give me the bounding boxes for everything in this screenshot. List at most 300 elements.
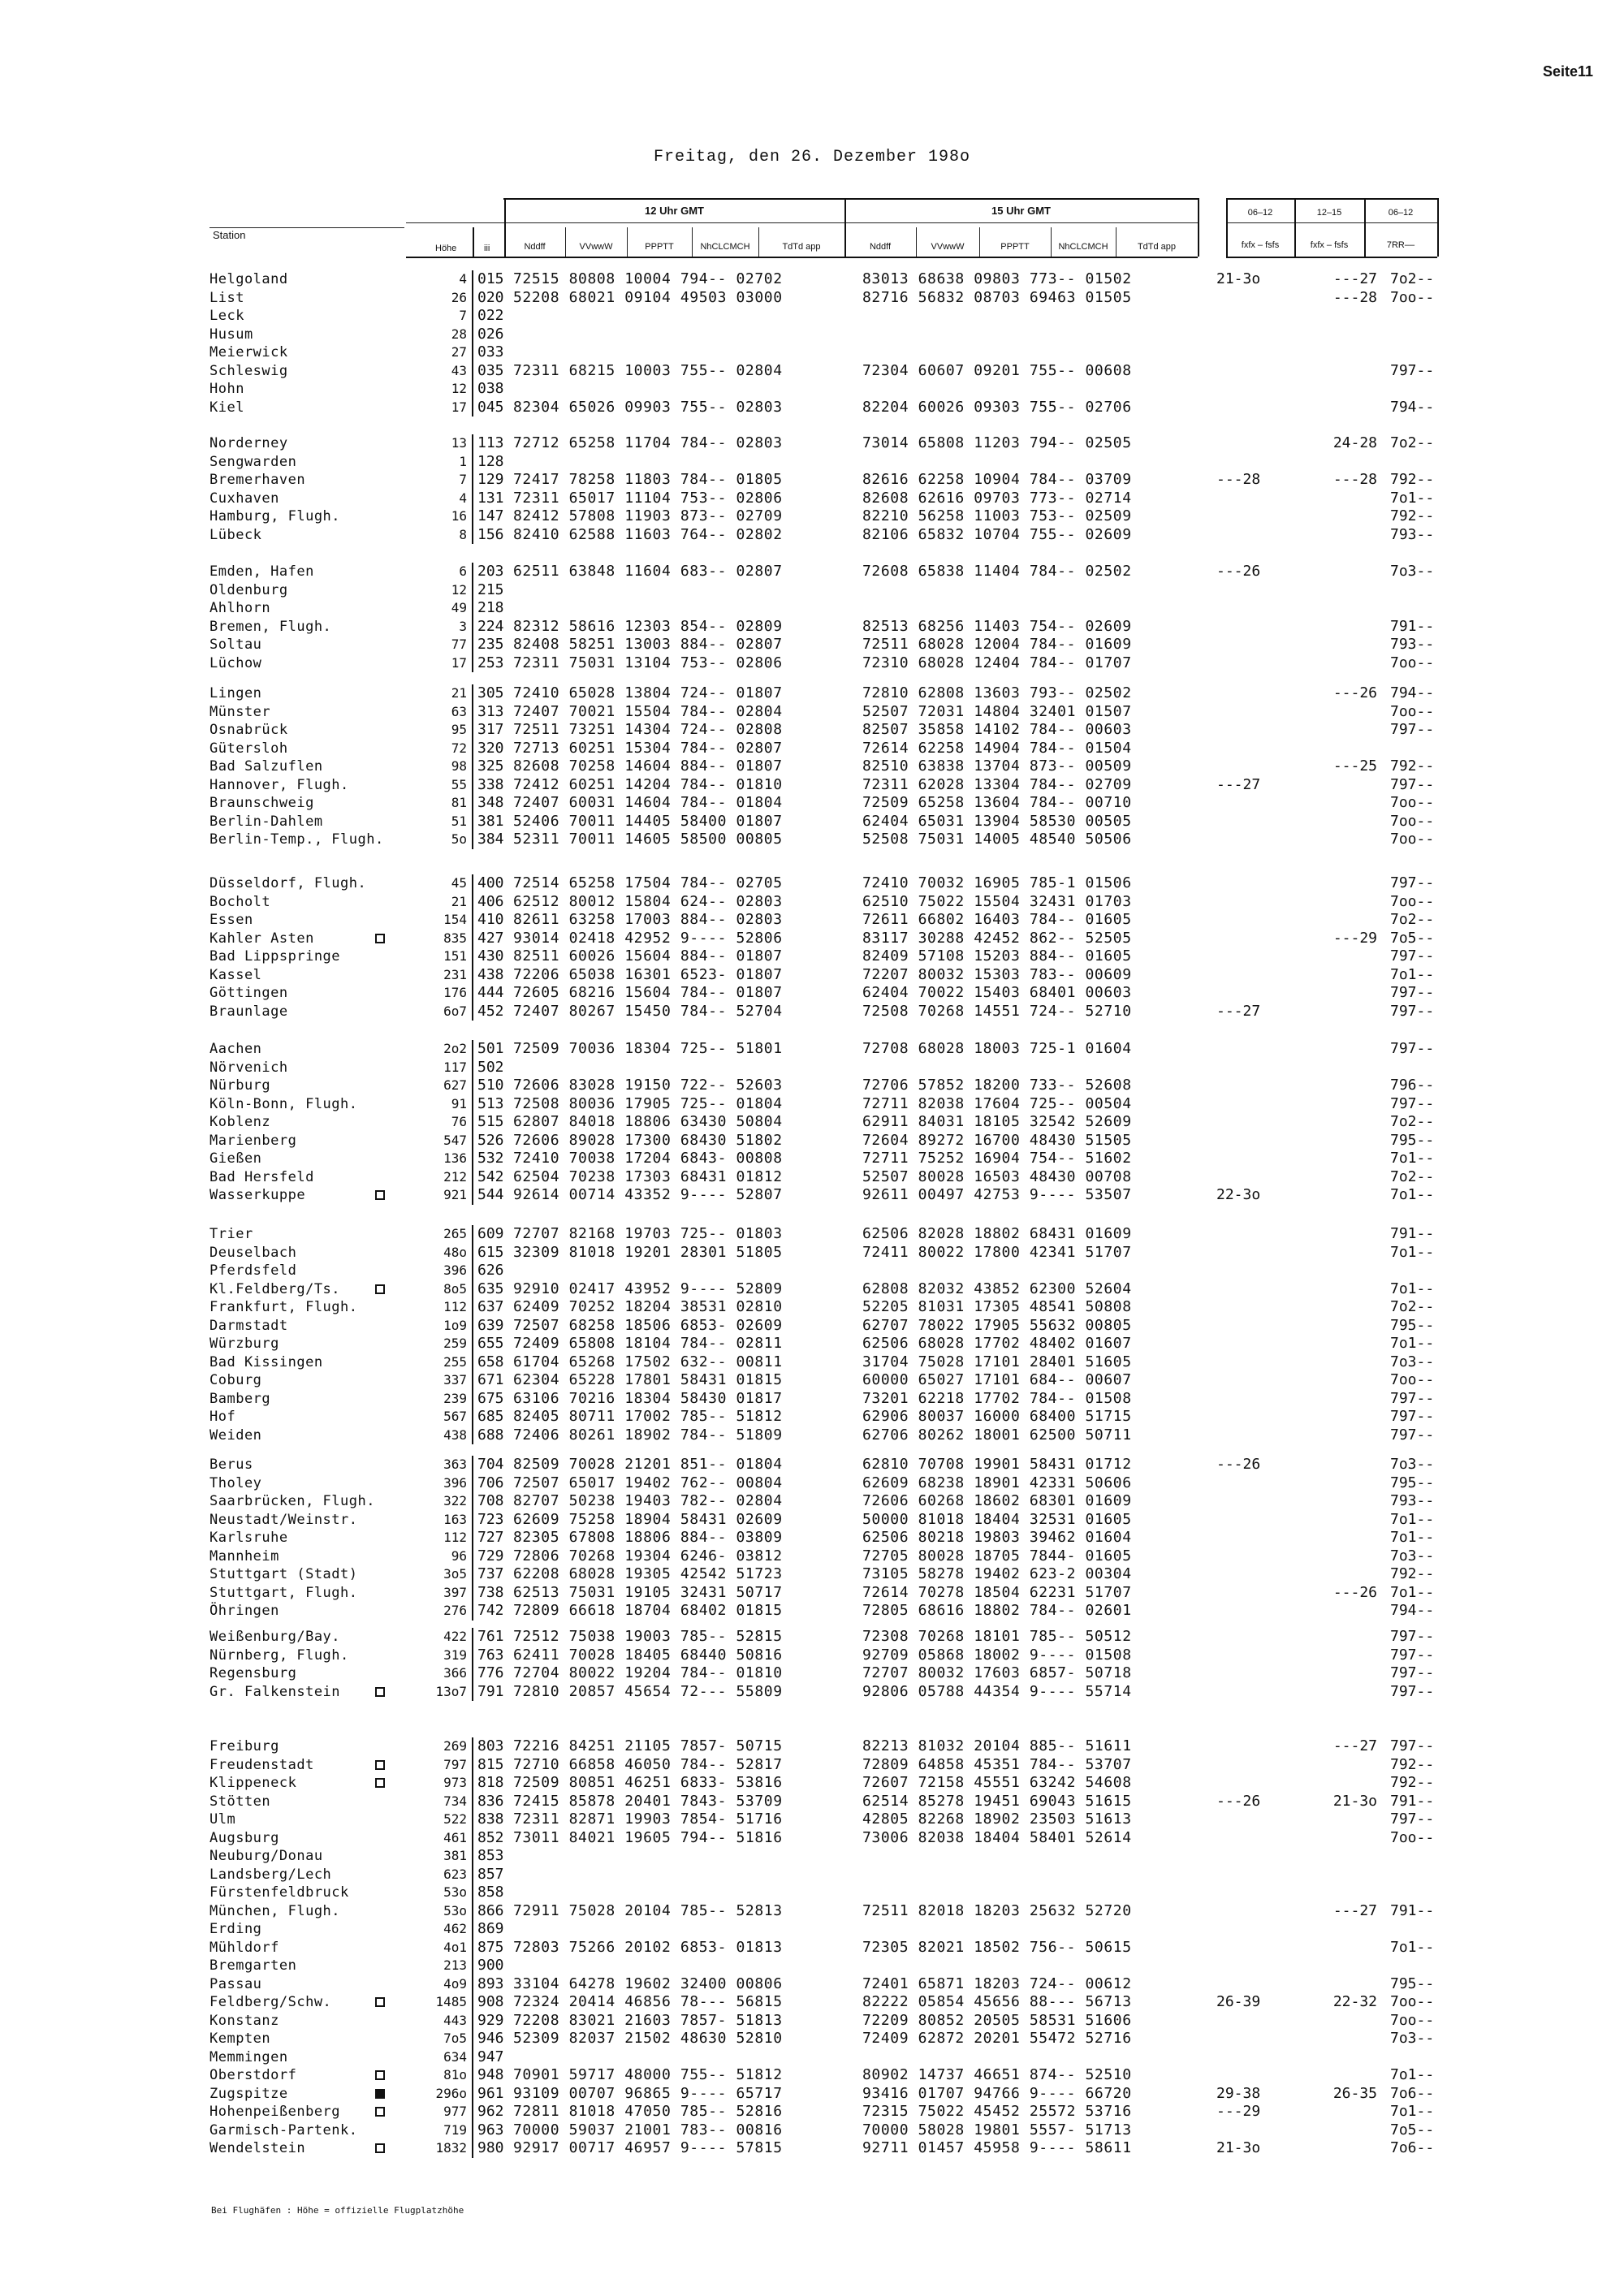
station-height: 462 xyxy=(443,1921,467,1936)
sub15-ppptt: PPPTT xyxy=(1000,242,1030,252)
station-id: 325 xyxy=(477,757,504,775)
extra-06-12: ---27 xyxy=(1216,775,1261,793)
obs-12-utc: 62504 70238 17303 68431 01812 xyxy=(513,1167,783,1185)
station-height: 43 xyxy=(451,362,467,378)
obs-12-utc: 72707 82168 19703 725-- 01803 xyxy=(513,1225,783,1242)
extra-7rr: 7oo-- xyxy=(1390,1993,1435,2010)
station-name: Hannover, Flugh. xyxy=(209,776,349,793)
station-height: 3o5 xyxy=(443,1566,467,1582)
obs-15-utc: 92709 05868 18002 9---- 01508 xyxy=(862,1646,1132,1664)
station-name: Lüchow xyxy=(209,654,262,671)
station-id: 156 xyxy=(477,525,504,543)
station-name: Klippeneck xyxy=(209,1775,297,1791)
obs-12-utc: 72911 75028 20104 785-- 52813 xyxy=(513,1901,783,1919)
station-name: Hohenpeißenberg xyxy=(209,2104,341,2120)
extra-7rr: 7oo-- xyxy=(1390,1828,1435,1846)
sub15-dewpoint: TdTd app xyxy=(1137,242,1177,252)
station-id: 688 xyxy=(477,1426,504,1444)
station-height: 296o xyxy=(435,2085,467,2101)
table-row xyxy=(0,1262,1624,1280)
extra-06-12: ---26 xyxy=(1216,1456,1261,1473)
station-name: Coburg xyxy=(209,1372,262,1388)
station-height: 13o7 xyxy=(435,1683,467,1699)
station-name: Bad Hersfeld xyxy=(209,1168,314,1185)
station-id: 637 xyxy=(477,1298,504,1315)
table-row xyxy=(0,893,1624,912)
table-row xyxy=(0,654,1624,673)
obs-15-utc: 72706 57852 18200 733-- 52608 xyxy=(862,1077,1132,1094)
obs-12-utc: 72406 80261 18902 784-- 51809 xyxy=(513,1426,783,1444)
table-row xyxy=(0,721,1624,740)
station-id: 948 xyxy=(477,2066,504,2083)
obs-15-utc: 72608 65838 11404 784-- 02502 xyxy=(862,563,1132,580)
extra-7rr: 7oo-- xyxy=(1390,892,1435,910)
obs-15-utc: 62404 65031 13904 58530 00505 xyxy=(862,812,1132,830)
obs-15-utc: 52508 75031 14005 48540 50506 xyxy=(862,831,1132,848)
obs-12-utc: 73011 84021 19605 794-- 51816 xyxy=(513,1828,783,1846)
extra-7rr: 797-- xyxy=(1390,1646,1435,1664)
extra-7rr: 7oo-- xyxy=(1390,794,1435,811)
obs-12-utc: 70000 59037 21001 783-- 00816 xyxy=(513,2121,783,2138)
extra-7rr: 7o5-- xyxy=(1390,929,1435,947)
square-icon xyxy=(375,1760,385,1770)
station-height: 337 xyxy=(443,1372,467,1388)
extra-sub-3: 7RR–– xyxy=(1386,240,1415,250)
station-height: 547 xyxy=(443,1132,467,1148)
obs-12-utc: 82412 57808 11903 873-- 02709 xyxy=(513,507,783,524)
obs-12-utc: 33104 64278 19602 32400 00806 xyxy=(513,1974,783,1992)
obs-15-utc: 82409 57108 15203 884-- 01605 xyxy=(862,947,1132,965)
table-row xyxy=(0,1664,1624,1683)
obs-12-utc: 52311 70011 14605 58500 00805 xyxy=(513,831,783,848)
station-id: 838 xyxy=(477,1810,504,1828)
station-name: Gütersloh xyxy=(209,740,288,757)
extra-7rr: 7o1-- xyxy=(1390,1150,1435,1167)
station-id: 320 xyxy=(477,739,504,757)
station-name: Koblenz xyxy=(209,1114,271,1130)
table-row xyxy=(0,434,1624,453)
station-name: Bad Kissingen xyxy=(209,1353,323,1370)
obs-12-utc: 82611 63258 17003 884-- 02803 xyxy=(513,911,783,928)
extra-7rr: 797-- xyxy=(1390,1737,1435,1754)
obs-12-utc: 72803 75266 20102 6853- 01813 xyxy=(513,1938,783,1956)
footnote: Bei Flughäfen : Höhe = offizielle Flugplatzhöhe xyxy=(211,2205,464,2216)
obs-15-utc: 72411 80022 17800 42341 51707 xyxy=(862,1243,1132,1261)
table-row xyxy=(0,2066,1624,2085)
extra-7rr: 7oo-- xyxy=(1390,702,1435,720)
station-height: 443 xyxy=(443,2012,467,2028)
station-height: 17 xyxy=(451,654,467,671)
station-height: 48o xyxy=(443,1244,467,1260)
table-row xyxy=(0,1095,1624,1114)
station-name: Sengwarden xyxy=(209,453,297,470)
obs-15-utc: 82716 56832 08703 69463 01505 xyxy=(862,288,1132,306)
table-row xyxy=(0,1565,1624,1584)
table-row xyxy=(0,757,1624,776)
obs-15-utc: 72310 68028 12404 784-- 01707 xyxy=(862,654,1132,671)
table-row xyxy=(0,1584,1624,1603)
extra-7rr: 7o2-- xyxy=(1390,434,1435,451)
station-height: 53o xyxy=(443,1884,467,1900)
extra-7rr: 797-- xyxy=(1390,984,1435,1001)
table-row xyxy=(0,599,1624,618)
extra-7rr: 797-- xyxy=(1390,775,1435,793)
extra-12-15: 26-35 xyxy=(1332,2084,1377,2102)
obs-12-utc: 70901 59717 48000 755-- 51812 xyxy=(513,2066,783,2083)
table-row xyxy=(0,2139,1624,2158)
station-name: Ulm xyxy=(209,1811,236,1828)
obs-15-utc: 72705 80028 18705 7844- 01605 xyxy=(862,1547,1132,1564)
station-group xyxy=(0,684,1624,849)
station-name: Norderney xyxy=(209,435,288,451)
station-id: 218 xyxy=(477,599,504,616)
station-height: 176 xyxy=(443,985,467,1000)
obs-12-utc: 82408 58251 13003 884-- 02807 xyxy=(513,636,783,653)
station-group xyxy=(0,874,1624,1021)
obs-15-utc: 93416 01707 94766 9---- 66720 xyxy=(862,2084,1132,2102)
station-name: Konstanz xyxy=(209,2012,279,2029)
table-row xyxy=(0,1077,1624,1095)
obs-15-utc: 72805 68616 18802 784-- 02601 xyxy=(862,1602,1132,1619)
extra-12-15: ---27 xyxy=(1332,1901,1377,1919)
table-row xyxy=(0,362,1624,381)
station-id: 313 xyxy=(477,702,504,720)
extra-7rr: 7oo-- xyxy=(1390,1371,1435,1388)
station-name: Landsberg/Lech xyxy=(209,1866,332,1883)
obs-12-utc: 72806 70268 19304 6246- 03812 xyxy=(513,1547,783,1564)
station-name: Öhringen xyxy=(209,1603,279,1619)
table-row xyxy=(0,1168,1624,1187)
table-row xyxy=(0,1683,1624,1702)
extra-7rr: 791-- xyxy=(1390,1901,1435,1919)
station-id: 893 xyxy=(477,1974,504,1992)
station-name: Wasserkuppe xyxy=(209,1187,306,1203)
obs-12-utc: 72515 80808 10004 794-- 02702 xyxy=(513,270,783,287)
table-row xyxy=(0,507,1624,526)
obs-12-utc: 72509 70036 18304 725-- 51801 xyxy=(513,1040,783,1057)
station-id: 513 xyxy=(477,1094,504,1112)
obs-15-utc: 92611 00497 42753 9---- 53507 xyxy=(862,1186,1132,1203)
extra-7rr: 797-- xyxy=(1390,1426,1435,1444)
station-name: Oldenburg xyxy=(209,581,288,598)
obs-15-utc: 80902 14737 46651 874-- 52510 xyxy=(862,2066,1132,2083)
table-row xyxy=(0,1390,1624,1409)
station-id: 532 xyxy=(477,1150,504,1167)
station-height: 55 xyxy=(451,776,467,792)
station-id: 761 xyxy=(477,1628,504,1645)
extra-7rr: 796-- xyxy=(1390,1077,1435,1094)
station-height: 21 xyxy=(451,685,467,701)
station-id: 815 xyxy=(477,1755,504,1773)
station-id: 626 xyxy=(477,1262,504,1279)
obs-12-utc: 72311 68215 10003 755-- 02804 xyxy=(513,361,783,379)
extra-7rr: 7oo-- xyxy=(1390,812,1435,830)
obs-15-utc: 62404 70022 15403 68401 00603 xyxy=(862,984,1132,1001)
obs-12-utc: 72407 70021 15504 784-- 02804 xyxy=(513,702,783,720)
extra-7rr: 792-- xyxy=(1390,471,1435,488)
station-height: 45 xyxy=(451,875,467,891)
page-number: Seite11 xyxy=(1543,63,1594,80)
station-name: Osnabrück xyxy=(209,722,288,738)
table-row xyxy=(0,471,1624,490)
group-12-header: 12 Uhr GMT xyxy=(645,205,704,217)
extra-12-15: ---28 xyxy=(1332,288,1377,306)
square-icon xyxy=(375,1687,385,1697)
extra-7rr: 793-- xyxy=(1390,1492,1435,1509)
obs-15-utc: 72707 80032 17603 6857- 50718 xyxy=(862,1664,1132,1681)
station-height: 8o5 xyxy=(443,1280,467,1297)
station-name: Leck xyxy=(209,308,244,324)
obs-15-utc: 82210 56258 11003 753-- 02509 xyxy=(862,507,1132,524)
obs-12-utc: 82305 67808 18806 884-- 03809 xyxy=(513,1529,783,1546)
obs-12-utc: 32309 81018 19201 28301 51805 xyxy=(513,1243,783,1261)
station-name: Trier xyxy=(209,1226,253,1242)
station-name: Gießen xyxy=(209,1150,262,1167)
extra-06-12: 21-3o xyxy=(1216,2139,1261,2156)
extra-7rr: 7o1-- xyxy=(1390,1510,1435,1528)
obs-12-utc: 72409 65808 18104 784-- 02811 xyxy=(513,1335,783,1352)
station-id: 224 xyxy=(477,617,504,635)
station-name: Braunschweig xyxy=(209,795,314,811)
obs-12-utc: 92614 00714 43352 9---- 52807 xyxy=(513,1186,783,1203)
sub15-nddff: Nddff xyxy=(869,242,892,252)
obs-15-utc: 72311 62028 13304 784-- 02709 xyxy=(862,775,1132,793)
table-row xyxy=(0,1280,1624,1299)
station-height: 81 xyxy=(451,795,467,810)
extra-06-12: ---26 xyxy=(1216,563,1261,580)
station-name: Schleswig xyxy=(209,362,288,379)
station-id: 515 xyxy=(477,1113,504,1130)
station-group xyxy=(0,1040,1624,1205)
station-name: Lingen xyxy=(209,685,262,701)
station-id: 963 xyxy=(477,2121,504,2138)
station-id: 215 xyxy=(477,580,504,598)
table-row xyxy=(0,490,1624,508)
station-height: 4o9 xyxy=(443,1975,467,1992)
obs-12-utc: 72704 80022 19204 784-- 01810 xyxy=(513,1664,783,1681)
sub15-clouds: NhCLCMCH xyxy=(1058,242,1108,252)
station-name: Bremgarten xyxy=(209,1957,297,1974)
obs-12-utc: 62409 70252 18204 38531 02810 xyxy=(513,1298,783,1315)
obs-15-utc: 70000 58028 19801 5557- 51713 xyxy=(862,2121,1132,2138)
table-row xyxy=(0,794,1624,813)
extra-7rr: 797-- xyxy=(1390,1094,1435,1112)
station-height: 151 xyxy=(443,948,467,964)
station-id: 836 xyxy=(477,1792,504,1810)
table-row xyxy=(0,1939,1624,1957)
station-name: Freiburg xyxy=(209,1738,279,1754)
station-id: 875 xyxy=(477,1938,504,1956)
obs-15-utc: 73014 65808 11203 794-- 02505 xyxy=(862,434,1132,451)
obs-15-utc: 62510 75022 15504 32431 01703 xyxy=(862,892,1132,910)
station-name: Göttingen xyxy=(209,985,288,1001)
extra-12-15: ---29 xyxy=(1332,929,1377,947)
station-name: Hohn xyxy=(209,381,244,397)
station-name: Berlin-Temp., Flugh. xyxy=(209,831,384,848)
obs-15-utc: 52205 81031 17305 48541 50808 xyxy=(862,1298,1132,1315)
station-name: Stuttgart (Stadt) xyxy=(209,1566,358,1582)
station-height: 53o xyxy=(443,1902,467,1918)
station-id: 235 xyxy=(477,636,504,653)
table-row xyxy=(0,2012,1624,2031)
obs-15-utc: 72511 82018 18203 25632 52720 xyxy=(862,1901,1132,1919)
station-name: Wendelstein xyxy=(209,2140,306,2156)
station-name: Marienberg xyxy=(209,1132,297,1149)
table-row xyxy=(0,1829,1624,1848)
station-id: 305 xyxy=(477,684,504,701)
station-name: Hof xyxy=(209,1409,236,1425)
obs-15-utc: 72315 75022 45452 25572 53716 xyxy=(862,2103,1132,2120)
obs-15-utc: 31704 75028 17101 28401 51605 xyxy=(862,1353,1132,1370)
station-height: 7 xyxy=(459,308,467,323)
table-row xyxy=(0,453,1624,472)
station-name: Ahlhorn xyxy=(209,600,271,616)
table-row xyxy=(0,1628,1624,1646)
station-height: 17 xyxy=(451,399,467,415)
obs-15-utc: 72810 62808 13603 793-- 02502 xyxy=(862,684,1132,701)
station-name: Mühldorf xyxy=(209,1939,279,1956)
table-row xyxy=(0,1492,1624,1511)
station-id: 544 xyxy=(477,1186,504,1203)
station-id: 015 xyxy=(477,270,504,287)
table-row xyxy=(0,1317,1624,1336)
extra-7rr: 7oo-- xyxy=(1390,831,1435,848)
obs-15-utc: 82616 62258 10904 784-- 03709 xyxy=(862,471,1132,488)
obs-15-utc: 72614 62258 14904 784-- 01504 xyxy=(862,739,1132,757)
station-id: 962 xyxy=(477,2103,504,2120)
extra-7rr: 7o1-- xyxy=(1390,1243,1435,1261)
station-id: 708 xyxy=(477,1492,504,1509)
table-row xyxy=(0,2121,1624,2140)
obs-12-utc: 62411 70028 18405 68440 50816 xyxy=(513,1646,783,1664)
station-id: 852 xyxy=(477,1828,504,1846)
station-name: Mannheim xyxy=(209,1547,279,1564)
table-row xyxy=(0,911,1624,930)
station-name: Saarbrücken, Flugh. xyxy=(209,1493,375,1509)
station-name: Neuburg/Donau xyxy=(209,1848,323,1864)
obs-15-utc: 72607 72158 45551 63242 54608 xyxy=(862,1774,1132,1791)
filled-square-icon xyxy=(375,2089,385,2099)
station-name: Emden, Hafen xyxy=(209,563,314,580)
table-row xyxy=(0,1547,1624,1566)
station-name: Passau xyxy=(209,1975,262,1992)
table-row xyxy=(0,1957,1624,1975)
station-name: Hamburg, Flugh. xyxy=(209,508,341,524)
table-row xyxy=(0,1529,1624,1547)
station-name: Fürstenfeldbruck xyxy=(209,1884,349,1901)
station-name: Berlin-Dahlem xyxy=(209,813,323,830)
obs-12-utc: 62511 63848 11604 683-- 02807 xyxy=(513,563,783,580)
table-row xyxy=(0,2085,1624,2104)
extra-7rr: 7o1-- xyxy=(1390,1583,1435,1601)
station-id: 947 xyxy=(477,2048,504,2065)
obs-12-utc: 93109 00707 96865 9---- 65717 xyxy=(513,2084,783,2102)
station-id: 406 xyxy=(477,892,504,910)
station-id: 348 xyxy=(477,794,504,811)
station-name: Kempten xyxy=(209,2031,271,2047)
obs-12-utc: 72507 65017 19402 762-- 00804 xyxy=(513,1474,783,1491)
station-name: Darmstadt xyxy=(209,1317,288,1334)
extra-7rr: 7o3-- xyxy=(1390,1547,1435,1564)
station-height: 396 xyxy=(443,1474,467,1491)
square-icon xyxy=(375,1778,385,1788)
station-height: 381 xyxy=(443,1848,467,1863)
iii-header: iii xyxy=(484,244,490,253)
obs-12-utc: 62304 65228 17801 58431 01815 xyxy=(513,1371,783,1388)
obs-12-utc: 72407 60031 14604 784-- 01804 xyxy=(513,794,783,811)
extra-7rr: 797-- xyxy=(1390,1810,1435,1828)
station-height: 76 xyxy=(451,1114,467,1129)
extra-7rr: 797-- xyxy=(1390,947,1435,965)
station-id: 869 xyxy=(477,1920,504,1937)
table-row xyxy=(0,2103,1624,2121)
obs-15-utc: 83013 68638 09803 773-- 01502 xyxy=(862,270,1132,287)
extra-top-3: 06–12 xyxy=(1388,208,1414,218)
extra-7rr: 793-- xyxy=(1390,525,1435,543)
station-height: 265 xyxy=(443,1226,467,1241)
station-id: 128 xyxy=(477,452,504,470)
table-row xyxy=(0,1756,1624,1775)
table-row xyxy=(0,307,1624,326)
station-height: 397 xyxy=(443,1584,467,1600)
station-name: Lübeck xyxy=(209,526,262,543)
table-row xyxy=(0,581,1624,600)
station-id: 526 xyxy=(477,1131,504,1149)
extra-7rr: 791-- xyxy=(1390,1792,1435,1810)
table-row xyxy=(0,1335,1624,1353)
extra-7rr: 7o5-- xyxy=(1390,2121,1435,2138)
table-row xyxy=(0,1920,1624,1939)
extra-7rr: 792-- xyxy=(1390,1774,1435,1791)
station-height: 136 xyxy=(443,1150,467,1166)
obs-12-utc: 72713 60251 15304 784-- 02807 xyxy=(513,739,783,757)
obs-15-utc: 72711 75252 16904 754-- 51602 xyxy=(862,1150,1132,1167)
obs-15-utc: 72611 66802 16403 784-- 01605 xyxy=(862,911,1132,928)
station-height: 567 xyxy=(443,1409,467,1424)
hoehe-header: Höhe xyxy=(435,244,457,253)
table-row xyxy=(0,984,1624,1003)
table-row xyxy=(0,1774,1624,1793)
station-id: 131 xyxy=(477,489,504,507)
table-row xyxy=(0,289,1624,308)
station-id: 671 xyxy=(477,1371,504,1388)
obs-12-utc: 72509 80851 46251 6833- 53816 xyxy=(513,1774,783,1791)
station-id: 853 xyxy=(477,1847,504,1864)
table-row xyxy=(0,526,1624,545)
station-height: 98 xyxy=(451,758,467,774)
extra-7rr: 795-- xyxy=(1390,1974,1435,1992)
station-height: 117 xyxy=(443,1059,467,1075)
station-height: 6 xyxy=(459,563,467,579)
extra-7rr: 7o1-- xyxy=(1390,1529,1435,1546)
station-height: 461 xyxy=(443,1829,467,1845)
station-height: 26 xyxy=(451,289,467,305)
table-row xyxy=(0,1040,1624,1059)
table-row xyxy=(0,1737,1624,1756)
station-id: 430 xyxy=(477,947,504,965)
station-group xyxy=(0,1737,1624,2158)
station-id: 704 xyxy=(477,1456,504,1473)
extra-06-12: 29-38 xyxy=(1216,2084,1261,2102)
obs-12-utc: 72606 89028 17300 68430 51802 xyxy=(513,1131,783,1149)
station-group xyxy=(0,1456,1624,1621)
obs-12-utc: 61704 65268 17502 632-- 00811 xyxy=(513,1353,783,1370)
table-row xyxy=(0,1602,1624,1621)
station-name: Kassel xyxy=(209,966,262,983)
station-id: 908 xyxy=(477,1993,504,2010)
extra-7rr: 792-- xyxy=(1390,1755,1435,1773)
obs-15-utc: 72410 70032 16905 785-1 01506 xyxy=(862,874,1132,891)
